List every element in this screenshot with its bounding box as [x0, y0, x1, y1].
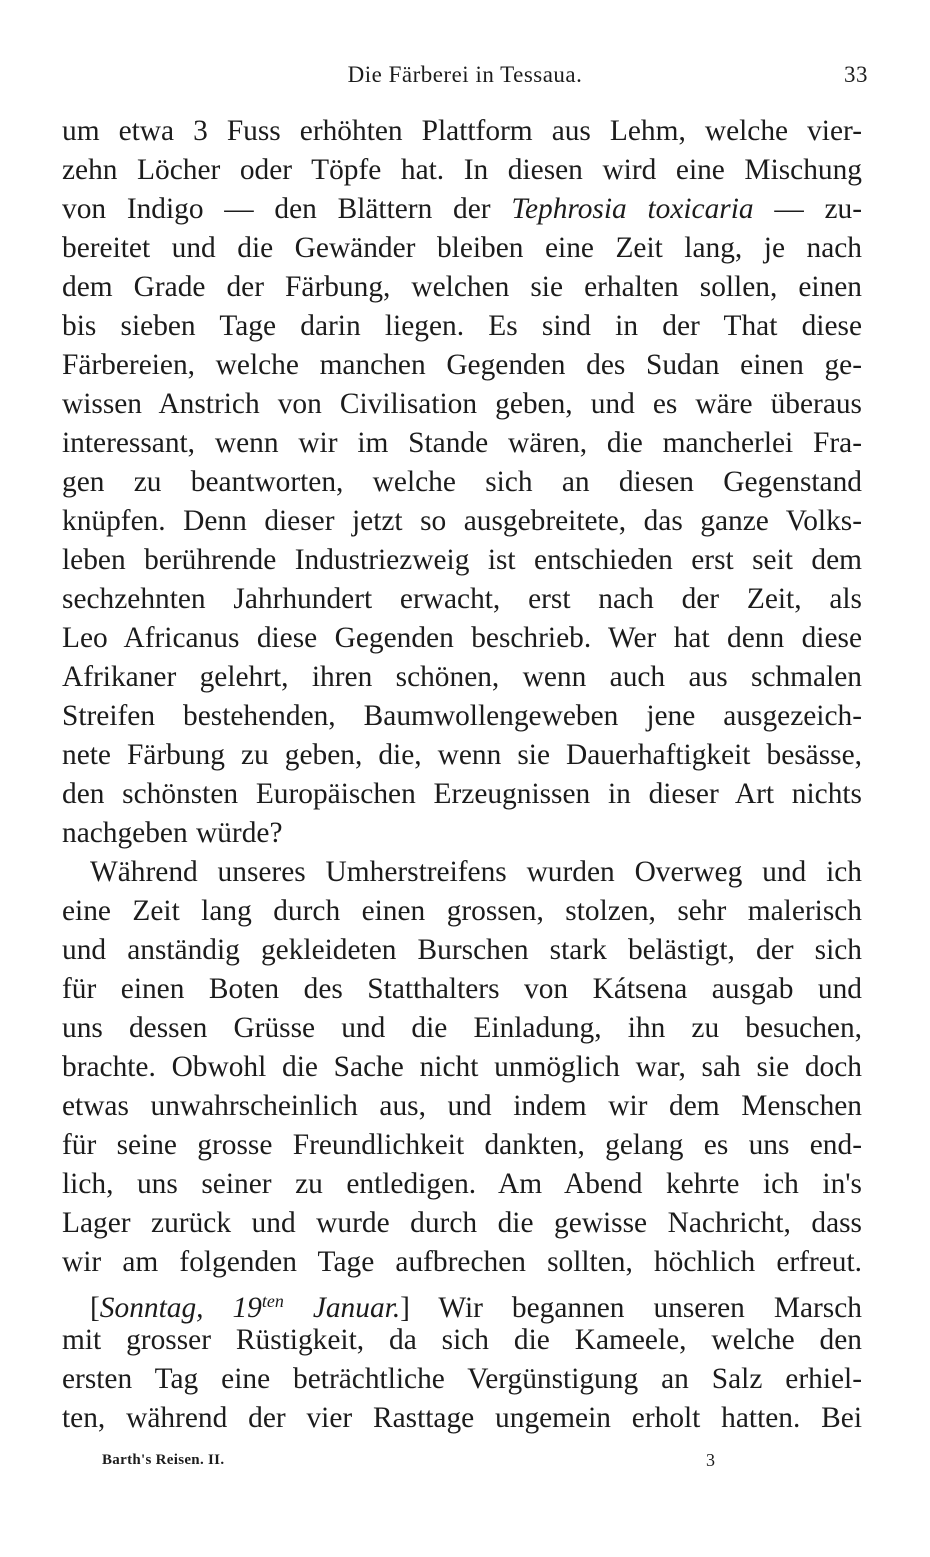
text-line: leben berührende Industriezweig ist entschieden erst seit dem: [62, 544, 862, 576]
printer-signature: Barth's Reisen. II.: [102, 1452, 225, 1468]
text-line: nete Färbung zu geben, die, wenn sie Dauerhaftigkeit besässe,: [62, 739, 862, 771]
text-line: wissen Anstrich von Civilisation geben, und es wäre überaus: [62, 388, 862, 420]
running-title: Die Färberei in Tessaua.: [347, 62, 583, 87]
text-line: Färbereien, welche manchen Gegenden des Sudan einen ge-: [62, 349, 862, 381]
text-line: sechzehnten Jahrhundert erwacht, erst nach der Zeit, als: [62, 583, 862, 615]
text-line: von Indigo — den Blättern der Tephrosia toxicaria — zu-: [62, 193, 862, 225]
text-line: interessant, wenn wir im Stande wären, die mancherlei Fra-: [62, 427, 862, 459]
text-line: uns dessen Grüsse und die Einladung, ihn zu besuchen,: [62, 1012, 862, 1044]
text-line: lich, uns seiner zu entledigen. Am Abend kehrte ich in's: [62, 1168, 862, 1200]
text-line: für seine grosse Freundlichkeit dankten, gelang es uns end-: [62, 1129, 862, 1161]
text-line: Afrikaner gelehrt, ihren schönen, wenn auch aus schmalen: [62, 661, 862, 693]
text-line: Lager zurück und wurde durch die gewisse Nachricht, dass: [62, 1207, 862, 1239]
date-heading-line: [62, 1282, 862, 1324]
text-line: etwas unwahrscheinlich aus, und indem wir dem Menschen: [62, 1090, 862, 1122]
text-line: dem Grade der Färbung, welchen sie erhalten sollen, einen: [62, 271, 862, 303]
text-line: um etwa 3 Fuss erhöhten Plattform aus Lehm, welche vier-: [62, 115, 862, 147]
date-day: Sonntag,: [99, 1292, 204, 1324]
text-line: und anständig gekleideten Burschen stark belästigt, der sich: [62, 934, 862, 966]
text-line: eine Zeit lang durch einen grossen, stolzen, sehr malerisch: [62, 895, 862, 927]
text-line-rest: Wir begannen unseren Marsch: [438, 1292, 862, 1324]
text-line: zehn Löcher oder Töpfe hat. In diesen wird eine Mischung: [62, 154, 862, 186]
date-month: Januar.: [312, 1292, 401, 1324]
text-line: Leo Africanus diese Gegenden beschrieb. Wer hat denn diese: [62, 622, 862, 654]
species-name: Tephrosia toxicaria: [511, 193, 754, 225]
date-number: 19: [232, 1292, 262, 1324]
running-head: [62, 62, 868, 92]
text-line: gen zu beantworten, welche sich an diesen Gegenstand: [62, 466, 862, 498]
text-line: Während unseres Umherstreifens wurden Overweg und ich: [90, 856, 862, 888]
date-bracket-close: ]: [400, 1292, 410, 1324]
text-line: mit grosser Rüstigkeit, da sich die Kameele, welche den: [62, 1324, 862, 1356]
text-line: bis sieben Tage darin liegen. Es sind in der That diese: [62, 310, 862, 342]
text-line: knüpfen. Denn dieser jetzt so ausgebreitete, das ganze Volks-: [62, 505, 862, 537]
text-line: wir am folgenden Tage aufbrechen sollten, höchlich erfreut.: [62, 1246, 862, 1278]
text-line: brachte. Obwohl die Sache nicht unmöglich war, sah sie doch: [62, 1051, 862, 1083]
date-suffix: ten: [261, 1291, 284, 1311]
page-footer: [102, 1452, 770, 1476]
text-line: Streifen bestehenden, Baumwollengeweben jene ausgezeich-: [62, 700, 862, 732]
text-line: ersten Tag eine beträchtliche Vergünstigung an Salz erhiel-: [62, 1363, 862, 1395]
text-line: nachgeben würde?: [62, 817, 283, 849]
sheet-number: 3: [706, 1450, 716, 1470]
body-text: [62, 112, 862, 1438]
text-line: den schönsten Europäischen Erzeugnissen in dieser Art nichts: [62, 778, 862, 810]
page-number: 33: [844, 62, 868, 87]
text-line: für einen Boten des Statthalters von Kátsena ausgab und: [62, 973, 862, 1005]
date-bracket-open: [: [90, 1292, 100, 1324]
text-line: bereitet und die Gewänder bleiben eine Zeit lang, je nach: [62, 232, 862, 264]
text-line: ten, während der vier Rasttage ungemein erholt hatten. Bei: [62, 1402, 862, 1434]
